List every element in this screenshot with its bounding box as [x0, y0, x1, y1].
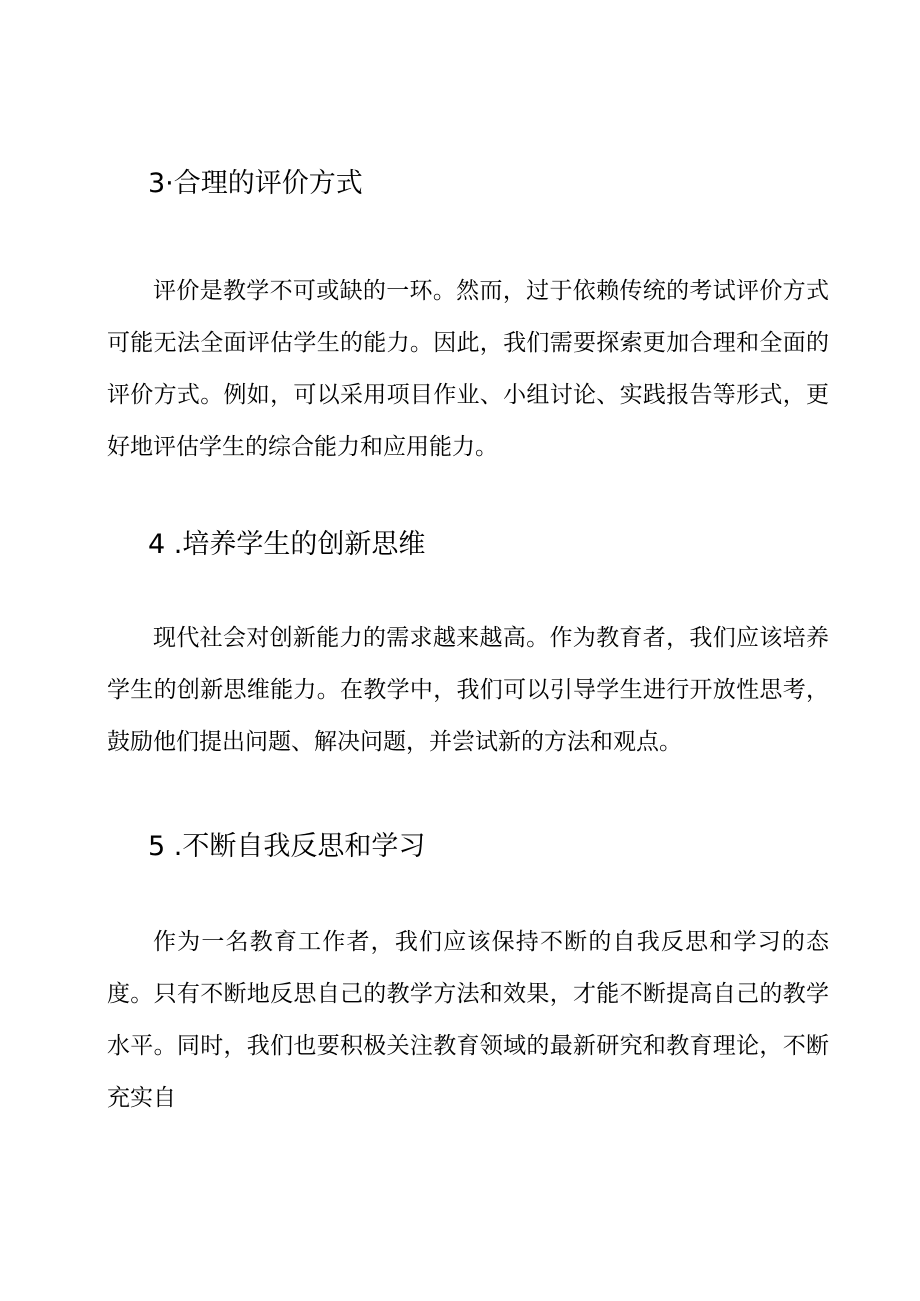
- section-paragraph-evaluation: 评价是教学不可或缺的一环。然而，过于依赖传统的考试评价方式可能无法全面评估学生的能力。因此，我们需要探索更加合理和全面的评价方式。例如，可以采用项目作业、小组讨论、实践报告等形式，更好地评估学生的综合能力和应用能力。: [107, 278, 829, 460]
- section-heading-innovation: 4 .培养学生的创新思维: [148, 529, 426, 560]
- section-heading-evaluation: 3·合理的评价方式: [148, 168, 363, 199]
- section-paragraph-reflection: 作为一名教育工作者，我们应该保持不断的自我反思和学习的态度。只有不断地反思自己的教学方法和效果，才能不断提高自己的教学水平。同时，我们也要积极关注教育领域的最新研究和教育理论，不断充实自: [107, 929, 829, 1111]
- section-paragraph-innovation: 现代社会对创新能力的需求越来越高。作为教育者，我们应该培养学生的创新思维能力。在教学中，我们可以引导学生进行开放性思考，鼓励他们提出问题、解决问题，并尝试新的方法和观点。: [107, 625, 829, 755]
- section-heading-reflection: 5 .不断自我反思和学习: [148, 831, 426, 862]
